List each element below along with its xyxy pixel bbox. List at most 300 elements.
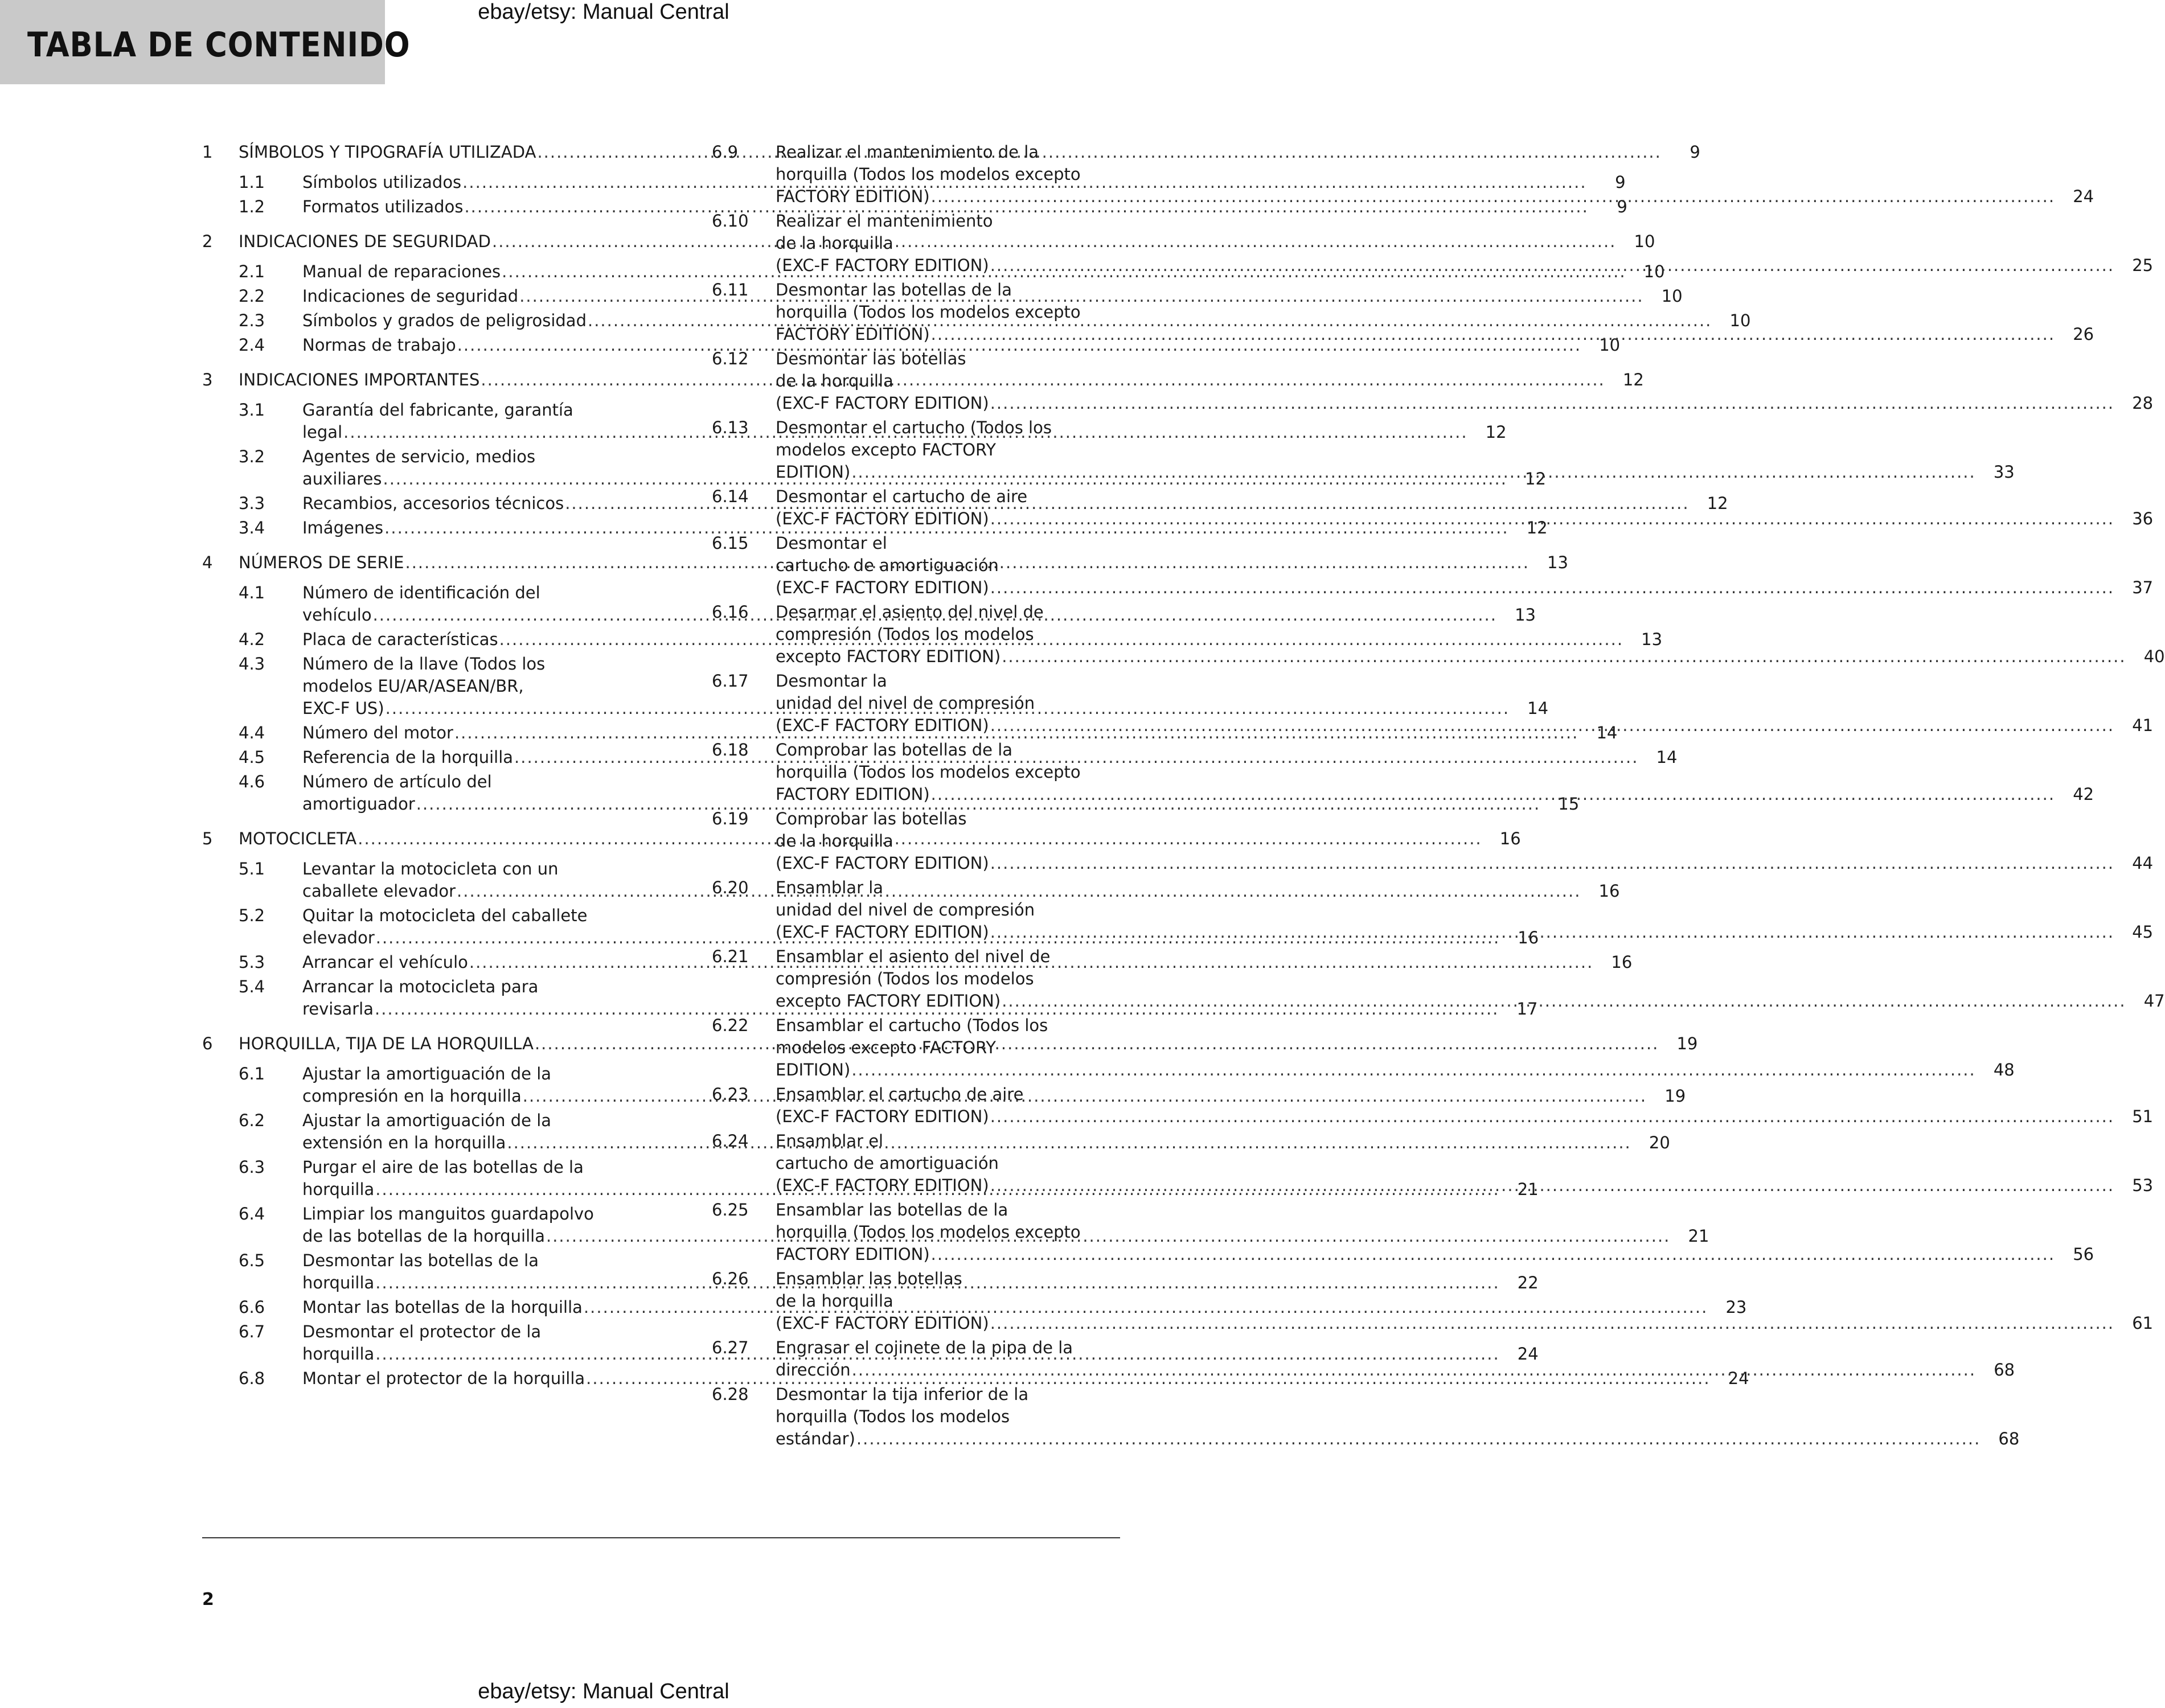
toc-entry-title-line: Desmontar el protector de la: [302, 1322, 542, 1341]
toc-entry-title-line: Ensamblar las botellas: [776, 1269, 962, 1288]
toc-entry-number: 2.2: [239, 286, 265, 306]
toc-entry-title-line: Número de identificación del: [302, 583, 540, 602]
toc-entry-line: [776, 1243, 2094, 1266]
toc-leader-dots: [851, 461, 1975, 483]
toc-entry-title-line: de la horquilla: [776, 233, 893, 253]
toc-entry-title-line: HORQUILLA, TIJA DE LA HORQUILLA: [239, 1034, 534, 1053]
toc-entry-line: [776, 921, 2153, 943]
toc-entry-title-line: horquilla (Todos los modelos excepto: [776, 762, 1081, 782]
toc-entry-title-line: Realizar el mantenimiento: [776, 211, 993, 231]
page-number: 2: [202, 1590, 214, 1610]
toc-entry-number: 2.4: [239, 335, 265, 355]
toc-entry-line: [776, 808, 2153, 830]
toc-leader-dots: [990, 1106, 2114, 1128]
toc-indent: [202, 517, 239, 539]
toc-entry-number: 6.22: [712, 1016, 749, 1035]
toc-indent: [202, 171, 239, 194]
toc-page-number: 51: [2132, 1107, 2154, 1126]
toc-leader-dots: [990, 254, 2114, 277]
toc-leader-dots: [852, 1359, 1976, 1381]
toc-page-number: 10: [1643, 262, 1665, 281]
toc-entry-number: 4.1: [239, 583, 265, 602]
toc-entry-line: [776, 1059, 2015, 1081]
toc-entry-number: 6.10: [712, 211, 749, 231]
watermark-top: ebay/etsy: Manual Central: [478, 0, 729, 24]
toc-page-number: 16: [1611, 952, 1633, 972]
toc-page-number: 9: [1615, 173, 1626, 192]
toc-leader-dots: [1002, 646, 2126, 668]
toc-entry-text: [776, 532, 2153, 599]
toc-entry-number: 6.26: [712, 1269, 749, 1288]
toc-entry-title-line: Garantía del fabricante, garantía: [302, 400, 573, 420]
toc-page-number: 17: [1516, 999, 1538, 1019]
toc-entry-title-line: EDITION): [776, 462, 851, 482]
toc-entry-line: [776, 141, 2094, 163]
toc-entry-line: [776, 577, 2153, 599]
toc-entry-title-line: excepto FACTORY EDITION): [776, 991, 1001, 1011]
toc-entry-title-line: Arrancar la motocicleta para: [302, 977, 539, 996]
toc-entry-number: 6.7: [239, 1322, 265, 1341]
toc-entry-number: 6.2: [239, 1111, 265, 1130]
toc-entry-line: [776, 210, 2153, 232]
toc-entry-text: [776, 1083, 2153, 1128]
toc-entry-title-line: (EXC-F FACTORY EDITION): [776, 578, 989, 597]
toc-entry-number: 6.24: [712, 1131, 749, 1151]
toc-entry-title-line: Símbolos utilizados: [302, 173, 462, 192]
toc-entry-title-line: Limpiar los manguitos guardapolvo: [302, 1204, 594, 1223]
toc-page-number: 14: [1596, 723, 1618, 742]
toc-entry-title-line: Ensamblar las botellas de la: [776, 1200, 1008, 1220]
toc-page-number: 14: [1527, 699, 1549, 718]
toc-entry-title-line: Ensamblar el: [776, 1131, 884, 1151]
toc-entry-number: 6.16: [712, 602, 749, 622]
toc-leader-dots: [851, 1059, 1975, 1081]
toc-entry-number: 6.20: [712, 878, 749, 897]
toc-page-number: 26: [2073, 325, 2094, 344]
toc-entry-title-line: legal: [302, 422, 343, 442]
toc-entry-title-line: FACTORY EDITION): [776, 187, 930, 206]
toc-page-number: 16: [1518, 928, 1539, 947]
toc-entry-line: [776, 370, 2153, 392]
toc-entry-title-line: modelos excepto FACTORY: [776, 440, 997, 459]
toc-page-number: 56: [2073, 1245, 2094, 1264]
toc-entry-title-line: Comprobar las botellas de la: [776, 740, 1013, 759]
toc-entry-title-line: (EXC-F FACTORY EDITION): [776, 853, 989, 873]
toc-entry-title-line: Recambios, accesorios técnicos: [302, 494, 564, 513]
toc-page-number: 13: [1515, 605, 1536, 625]
toc-entry-line: [776, 439, 2015, 461]
toc-entry-line: [776, 232, 2153, 254]
toc-entry-title-line: Desmontar las botellas: [776, 349, 966, 368]
toc-page-number: 13: [1547, 553, 1568, 572]
toc-page-number: 23: [1725, 1298, 1747, 1317]
toc-page-number: 21: [1517, 1180, 1539, 1199]
toc-chapter-number: 3: [202, 370, 213, 389]
watermark-bottom: ebay/etsy: Manual Central: [478, 1680, 729, 1703]
toc-entry-title-line: Normas de trabajo: [302, 335, 456, 355]
toc-entry-title-line: unidad del nivel de compresión: [776, 693, 1035, 713]
toc-entry-title-line: Arrancar el vehículo: [302, 952, 468, 972]
toc-entry-number: 6.27: [712, 1338, 749, 1357]
toc-indent: [202, 629, 239, 651]
toc-entry-title-line: Montar el protector de la horquilla: [302, 1369, 585, 1388]
toc-indent: [202, 746, 239, 769]
toc-page-number: 24: [1517, 1344, 1539, 1364]
toc-entry-title-line: Referencia de la horquilla: [302, 748, 514, 767]
toc-entry[interactable]: [202, 1296, 1747, 1319]
toc-chapter-number: 4: [202, 553, 213, 572]
toc-entry-text: [776, 486, 2153, 530]
toc-entry-title-line: (EXC-F FACTORY EDITION): [776, 1313, 989, 1333]
toc-entry-title-line: Comprobar las botellas: [776, 809, 967, 828]
toc-page-number: 28: [2132, 393, 2154, 413]
toc-entry-number: 4.2: [239, 630, 265, 649]
toc-entry-title-line: amortiguador: [302, 794, 415, 814]
toc-indent: [202, 446, 239, 490]
toc-entry-line: [776, 555, 2153, 577]
toc-entry-title-line: horquilla (Todos los modelos excepto: [776, 1222, 1081, 1242]
toc-page-number: 12: [1526, 518, 1548, 537]
toc-entry-title-line: INDICACIONES IMPORTANTES: [239, 370, 480, 389]
toc-entry-title-line: Ensamblar la: [776, 878, 884, 897]
toc-entry-title-line: Ensamblar el cartucho de aire: [776, 1085, 1024, 1104]
toc-entry-title-line: (EXC-F FACTORY EDITION): [776, 393, 989, 413]
toc-entry-title-line: Indicaciones de seguridad: [302, 286, 519, 306]
toc-chapter-number: 5: [202, 829, 213, 848]
toc-page-number: 10: [1729, 311, 1751, 330]
toc-leader-dots: [990, 392, 2114, 414]
toc-entry-number: 4.6: [239, 772, 265, 791]
toc-entry-text: [776, 670, 2153, 737]
toc-entry-line: [776, 1337, 2015, 1359]
toc-indent: [202, 582, 239, 626]
toc-indent: [202, 334, 239, 356]
toc-indent: [202, 1110, 239, 1154]
toc-indent: [202, 285, 239, 307]
toc-entry-line: [776, 715, 2153, 737]
toc-entry-line: [776, 830, 2153, 852]
toc-entry-title-line: modelos excepto FACTORY: [776, 1038, 997, 1057]
toc-entry-number: 6.8: [239, 1369, 265, 1388]
toc-entry-title-line: Purgar el aire de las botellas de la: [302, 1157, 584, 1177]
toc-page-number: 36: [2132, 509, 2154, 528]
toc-indent: [202, 976, 239, 1020]
toc-entry-title-line: (EXC-F FACTORY EDITION): [776, 256, 989, 275]
toc-entry-title-line: Ensamblar el cartucho (Todos los: [776, 1016, 1048, 1035]
toc-indent: [202, 1203, 239, 1247]
toc-entry-line: [776, 1106, 2153, 1128]
toc-entry-title-line: vehículo: [302, 605, 372, 625]
toc-entry-number: 6.14: [712, 487, 749, 506]
toc-indent: [202, 1368, 239, 1390]
toc-entry-title-line: dirección: [776, 1360, 851, 1379]
toc-indent: [202, 722, 239, 744]
toc-entry-title-line: EXC-F US): [302, 699, 384, 718]
toc-indent: [202, 858, 239, 902]
toc-entry-title-line: Realizar el mantenimiento de la: [776, 142, 1039, 162]
toc-indent: [202, 196, 239, 218]
toc-leader-dots: [990, 1175, 2114, 1197]
toc-entry-title-line: cartucho de amortiguación: [776, 1153, 999, 1173]
toc-entry-title-line: de la horquilla: [776, 1291, 893, 1311]
toc-entry-line: [776, 783, 2094, 806]
toc-leader-dots: [931, 323, 2055, 346]
toc-entry-number: 6.3: [239, 1157, 265, 1177]
toc-entry-title-line: Desmontar las botellas de la: [302, 1251, 539, 1270]
toc-page-number: 61: [2132, 1313, 2154, 1333]
toc-entry-text: [776, 1015, 2015, 1081]
toc-entry-line: [776, 417, 2015, 439]
toc-entry-title-line: NÚMEROS DE SERIE: [239, 553, 404, 572]
toc-entry-title-line: horquilla: [302, 1180, 375, 1199]
toc-entry-line: [776, 877, 2153, 899]
toc-page-number: 12: [1525, 469, 1546, 488]
toc-page-number: 33: [1993, 462, 2015, 482]
toc-entry-number: 5.4: [239, 977, 265, 996]
toc-entry-line: [776, 1199, 2094, 1221]
toc-entry-line: [776, 1359, 2015, 1381]
toc-indent: [202, 771, 239, 815]
toc-page-number: 12: [1485, 422, 1507, 442]
toc-page-number: 21: [1688, 1226, 1709, 1246]
toc-entry-number: 6.28: [712, 1385, 749, 1404]
toc-page-number: 9: [1617, 197, 1627, 216]
toc-entry-title-line: revisarla: [302, 999, 374, 1019]
toc-entry-text: [776, 417, 2015, 483]
toc-entry-number: 4.4: [239, 723, 265, 742]
toc-entry-number: 1.1: [239, 173, 265, 192]
toc-entry-line: [776, 461, 2015, 483]
toc-entry-line: [776, 968, 2165, 990]
toc-entry-title-line: MOTOCICLETA: [239, 829, 357, 848]
toc-entry-line: [776, 739, 2094, 761]
toc-entry[interactable]: [712, 141, 2094, 208]
toc-indent: [202, 492, 239, 515]
toc-entry-title-line: Desmontar la tija inferior de la: [776, 1385, 1029, 1404]
toc-page-number: 15: [1558, 794, 1580, 814]
toc-entry-number: 4.5: [239, 748, 265, 767]
toc-entry-title-line: horquilla (Todos los modelos excepto: [776, 302, 1081, 322]
toc-entry-number: 6.23: [712, 1085, 749, 1104]
toc-leader-dots: [990, 852, 2114, 874]
toc-entry-text: [776, 1383, 2019, 1450]
toc-page-number: 42: [2073, 785, 2094, 804]
toc-leader-dots: [990, 921, 2114, 943]
toc-indent: [202, 1063, 239, 1107]
toc-entry-text: [776, 946, 2165, 1012]
toc-entry-title-line: horquilla: [302, 1344, 375, 1364]
toc-entry-line: [776, 852, 2153, 874]
toc-entry-title-line: (EXC-F FACTORY EDITION): [776, 1176, 989, 1195]
toc-entry-title-line: SÍMBOLOS Y TIPOGRAFÍA UTILIZADA: [239, 142, 536, 162]
toc-leader-dots: [1002, 990, 2126, 1012]
toc-entry-line: [776, 670, 2153, 692]
toc-entry-title-line: (EXC-F FACTORY EDITION): [776, 922, 989, 942]
toc-indent: [202, 261, 239, 283]
toc-leader-dots: [931, 186, 2055, 208]
toc-entry[interactable]: [712, 210, 2154, 277]
toc-entry-line: [776, 323, 2094, 346]
toc-entry-title-line: Agentes de servicio, medios: [302, 447, 536, 466]
toc-entry-title-line: Desmontar el cartucho de aire: [776, 487, 1028, 506]
toc-entry-title-line: horquilla: [302, 1273, 375, 1292]
toc-entry-number: 2.1: [239, 262, 265, 281]
toc-chapter-number: 1: [202, 142, 213, 162]
toc-entry-number: 6.11: [712, 280, 749, 299]
toc-leader-dots: [931, 1243, 2055, 1266]
toc-entry-number: 5.1: [239, 859, 265, 878]
toc-indent: [202, 1250, 239, 1294]
toc-entry-line: [776, 946, 2165, 968]
toc-indent: [202, 905, 239, 949]
toc-entry-number: 6.15: [712, 533, 749, 553]
toc-page-number: 22: [1517, 1273, 1539, 1292]
toc-page-number: 24: [1728, 1369, 1749, 1388]
toc-page-number: 13: [1641, 630, 1663, 649]
toc-entry-line: [776, 761, 2094, 783]
toc-entry-number: 6.4: [239, 1204, 265, 1223]
toc-indent: [202, 1296, 239, 1319]
toc-entry-title-line: Quitar la motocicleta del caballete: [302, 906, 588, 925]
toc-entry-line: [776, 1406, 2019, 1428]
toc-entry-title-line: Número del motor: [302, 723, 453, 742]
toc-entry-title-line: (EXC-F FACTORY EDITION): [776, 716, 989, 735]
toc-entry-line: [776, 1221, 2094, 1243]
toc-page-number: 10: [1661, 286, 1683, 306]
toc-entry-line: [776, 601, 2165, 623]
toc-right-column: [712, 141, 2165, 1452]
toc-entry-number: 3.1: [239, 400, 265, 420]
toc-entry-line: [776, 508, 2153, 530]
toc-page-number: 25: [2132, 256, 2154, 275]
toc-chapter-number: 2: [202, 232, 213, 251]
toc-entry-title-line: FACTORY EDITION): [776, 785, 930, 804]
toc-entry-line: [776, 1015, 2015, 1037]
toc-entry-line: [776, 1290, 2153, 1312]
toc-entry-text: [776, 877, 2153, 943]
toc-entry-number: 6.13: [712, 418, 749, 437]
toc-entry-number: 6.5: [239, 1251, 265, 1270]
toc-entry-title-line: Engrasar el cojinete de la pipa de la: [776, 1338, 1073, 1357]
toc-entry-number: 3.4: [239, 518, 265, 537]
toc-page-number: 19: [1664, 1086, 1686, 1106]
toc-entry-number: 5.3: [239, 952, 265, 972]
toc-entry-title-line: compresión (Todos los modelos: [776, 625, 1034, 644]
toc-entry-title-line: caballete elevador: [302, 881, 456, 901]
toc-entry-title-line: compresión en la horquilla: [302, 1086, 522, 1106]
toc-entry-line: [776, 163, 2094, 186]
toc-entry-title-line: EDITION): [776, 1060, 851, 1079]
toc-indent: [202, 951, 239, 974]
toc-entry-text: [776, 808, 2153, 874]
toc-page-number: 40: [2143, 647, 2165, 666]
toc-entry-number: 6.6: [239, 1298, 265, 1317]
toc-entry-title-line: Imágenes: [302, 518, 384, 537]
toc-leader-dots: [990, 577, 2114, 599]
toc-page-number: 44: [2132, 853, 2154, 873]
toc-entry-number: 4.3: [239, 654, 265, 674]
toc-entry-title-line: horquilla (Todos los modelos: [776, 1407, 1010, 1426]
toc-indent: [202, 310, 239, 332]
toc-page-number: 20: [1649, 1133, 1670, 1152]
toc-entry-line: [776, 1383, 2019, 1406]
toc-entry-number: 1.2: [239, 197, 265, 216]
toc-entry-number: 3.2: [239, 447, 265, 466]
toc-entry-title-line: unidad del nivel de compresión: [776, 900, 1035, 919]
toc-entry-number: 6.19: [712, 809, 749, 828]
toc-indent: [202, 1156, 239, 1201]
toc-leader-dots: [990, 715, 2114, 737]
toc-entry[interactable]: [712, 1383, 2020, 1450]
toc-entry-text: [776, 279, 2094, 346]
toc-entry-title-line: (EXC-F FACTORY EDITION): [776, 1107, 989, 1126]
toc-entry-title-line: Símbolos y grados de peligrosidad: [302, 311, 587, 330]
toc-entry[interactable]: [712, 348, 2154, 414]
toc-entry-number: 6.1: [239, 1064, 265, 1083]
toc-page-number: 14: [1656, 748, 1678, 767]
toc-entry-line: [776, 279, 2094, 301]
toc-entry-title-line: Desmontar el cartucho (Todos los: [776, 418, 1052, 437]
toc-entry-title-line: Desmontar las botellas de la: [776, 280, 1012, 299]
toc-entry-line: [776, 1312, 2153, 1335]
toc-entry-title-line: extensión en la horquilla: [302, 1133, 506, 1152]
toc-leader-dots: [856, 1428, 1981, 1450]
toc-page-number: 37: [2132, 578, 2154, 597]
toc-entry-text: [776, 601, 2165, 668]
toc-page-number: 45: [2132, 922, 2154, 942]
toc-page-number: 41: [2132, 716, 2154, 735]
toc-indent: [202, 1321, 239, 1365]
toc-entry-title-line: modelos EU/AR/ASEAN/BR,: [302, 676, 524, 696]
toc-entry-title-line: Desmontar la: [776, 671, 887, 691]
toc-page-number: 19: [1676, 1034, 1698, 1053]
toc-entry-title-line: INDICACIONES DE SEGURIDAD: [239, 232, 491, 251]
toc-entry-number: 6.18: [712, 740, 749, 759]
toc-entry-line: [776, 254, 2153, 277]
toc-entry-text: [776, 739, 2094, 806]
toc-entry-line: [776, 301, 2094, 323]
toc-entry-title-line: Desmontar el: [776, 533, 887, 553]
toc-entry-title-line: FACTORY EDITION): [776, 325, 930, 344]
toc-entry-text: [776, 1268, 2153, 1335]
toc-entry-number: 2.3: [239, 311, 265, 330]
toc-leader-dots: [990, 508, 2114, 530]
toc-entry-number: 6.9: [712, 142, 739, 162]
toc-entry-line: [776, 623, 2165, 646]
toc-entry-title-line: Placa de características: [302, 630, 498, 649]
toc-entry-title-line: (EXC-F FACTORY EDITION): [776, 509, 989, 528]
toc-entry-title-line: Levantar la motocicleta con un: [302, 859, 559, 878]
toc-leader-dots: [931, 783, 2055, 806]
toc-entry-line: [776, 486, 2153, 508]
toc-entry-title-line: excepto FACTORY EDITION): [776, 647, 1001, 666]
toc-entry-text: [776, 210, 2153, 277]
toc-page-number: 9: [1690, 142, 1700, 162]
toc-entry-line: [776, 1268, 2153, 1290]
toc-indent: [202, 399, 239, 444]
toc-entry-title-line: Número de la llave (Todos los: [302, 654, 546, 674]
toc-page-number: 12: [1707, 494, 1728, 513]
toc-page-number: 24: [2073, 187, 2094, 206]
toc-entry-line: [776, 186, 2094, 208]
toc-entry-text: [776, 1337, 2015, 1381]
toc-entry-line: [776, 646, 2165, 668]
toc-page-number: 53: [2132, 1176, 2154, 1195]
toc-page-number: 68: [1994, 1360, 2015, 1379]
toc-entry-line: [776, 392, 2153, 414]
toc-leader-dots: [990, 1312, 2114, 1335]
toc-entry-title-line: auxiliares: [302, 469, 382, 488]
